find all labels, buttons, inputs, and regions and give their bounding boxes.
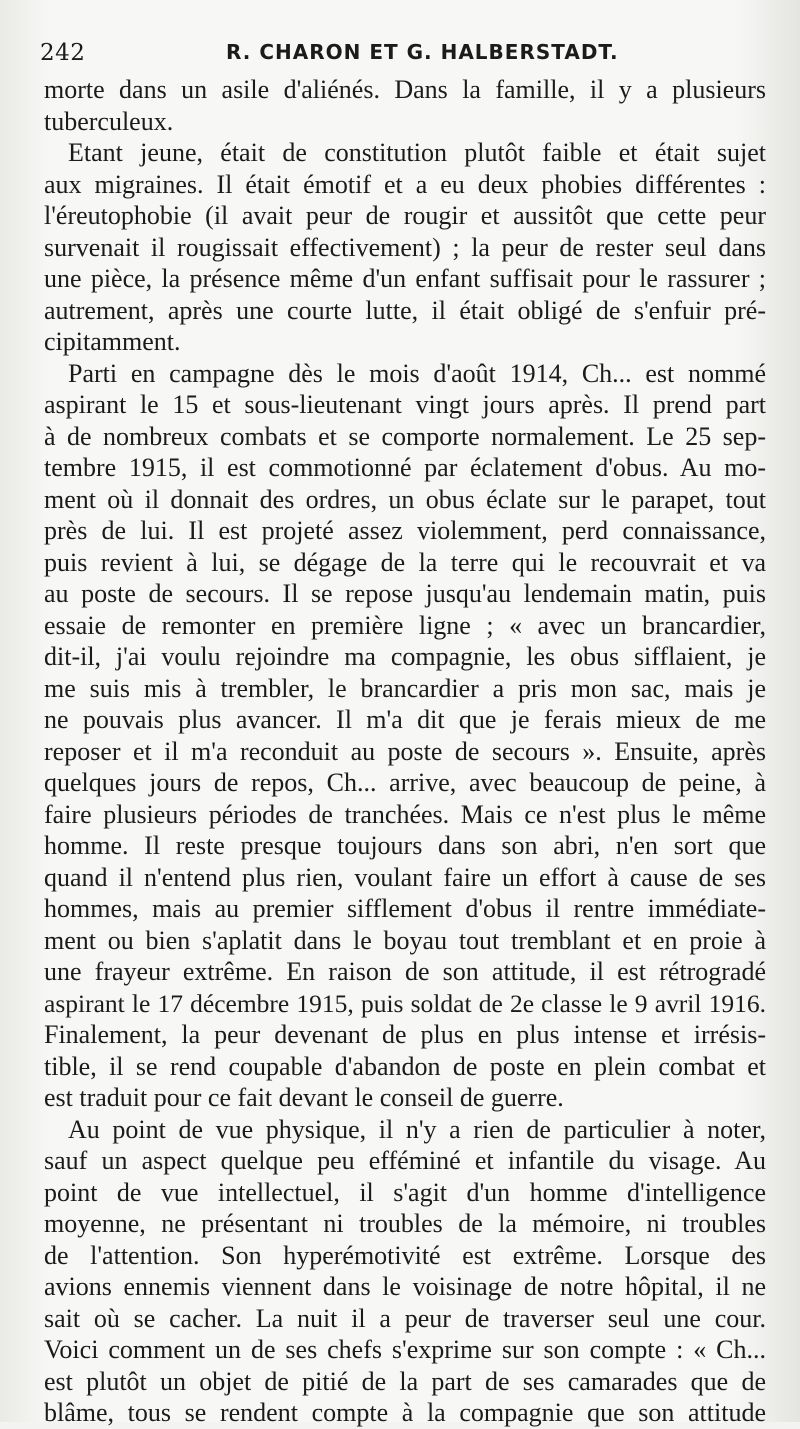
text-line: tible, il se rend coupable d'abandon de poste en plein combat et — [44, 1051, 766, 1081]
text-line: me suis mis à trembler, le brancardier a pris mon sac, mais je — [44, 673, 766, 703]
text-line: dit-il, j'ai voulu rejoindre ma compagnie, les obus sifflaient, je — [44, 642, 766, 671]
text-line: aspirant le 15 et sous-lieutenant vingt jours après. Il prend part — [44, 390, 766, 419]
text-line: ment où il donnait des ordres, un obus éclate sur le parapet, tout — [44, 484, 766, 514]
text-line: ment ou bien s'aplatit dans le boyau tout tremblant et en proie à — [44, 925, 766, 955]
text-line: quand il n'entend plus rien, voulant faire un effort à cause de ses — [44, 862, 766, 892]
text-line: tembre 1915, il est commotionné par éclatement d'obus. Au mo- — [44, 453, 766, 482]
text-line: est traduit pour ce fait devant le conseil de guerre. — [44, 1083, 564, 1112]
text-line: blâme, tous se rendent compte à la compagnie que son attitude — [44, 1398, 766, 1427]
text-line: Finalement, la peur devenant de plus en plus intense et irrésis- — [44, 1020, 766, 1049]
text-line: aux migraines. Il était émotif et a eu deux phobies différentes : — [44, 169, 766, 199]
text-line: homme. Il reste presque toujours dans son abri, n'en sort que — [44, 831, 766, 860]
text-line: point de vue intellectuel, il s'agit d'un homme d'intelligence — [44, 1177, 766, 1207]
text-line: Parti en campagne dès le mois d'août 1914, Ch... est nommé — [68, 358, 766, 388]
text-line: hommes, mais au premier sifflement d'obus il rentre immédiate- — [44, 894, 766, 923]
text-line: quelques jours de repos, Ch... arrive, avec beaucoup de peine, à — [44, 768, 766, 797]
text-line: Etant jeune, était de constitution plutôt faible et était sujet — [68, 138, 766, 167]
body-text — [44, 74, 766, 1429]
text-line: au poste de secours. Il se repose jusqu'au lendemain matin, puis — [44, 579, 766, 608]
text-line: survenait il rougissait effectivement) ; la peur de rester seul dans — [44, 232, 766, 262]
text-line: ne pouvais plus avancer. Il m'a dit que je ferais mieux de me — [44, 705, 766, 734]
text-line: de l'attention. Son hyperémotivité est extrême. Lorsque des — [44, 1240, 766, 1270]
running-title: R. CHARON ET G. HALBERSTADT. — [226, 40, 619, 64]
text-line: à de nombreux combats et se comporte normalement. Le 25 sep- — [44, 421, 766, 451]
page-number: 242 — [40, 40, 86, 66]
text-line: Au point de vue physique, il n'y a rien de particulier à noter, — [68, 1114, 766, 1144]
text-line: l'éreutophobie (il avait peur de rougir et aussitôt que cette peur — [44, 201, 766, 230]
text-line: près de lui. Il est projeté assez violemment, perd connaissance, — [44, 516, 766, 545]
text-line: cipitamment. — [44, 327, 181, 356]
text-line: morte dans un asile d'aliénés. Dans la famille, il y a plusieurs — [44, 75, 766, 104]
text-line: moyenne, ne présentant ni troubles de la mémoire, ni troubles — [44, 1209, 766, 1238]
text-line: autrement, après une courte lutte, il était obligé de s'enfuir pré- — [44, 295, 766, 325]
text-line: aspirant le 17 décembre 1915, puis soldat de 2e classe le 9 avril 1916. — [44, 988, 766, 1018]
text-line: puis revient à lui, se dégage de la terre qui le recouvrait et va — [44, 547, 766, 577]
text-line: essaie de remonter en première ligne ; « avec un brancardier, — [44, 610, 766, 640]
text-line: reposer et il m'a reconduit au poste de secours ». Ensuite, après — [44, 736, 766, 766]
text-line: tuberculeux. — [44, 106, 174, 136]
text-line: une frayeur extrême. En raison de son attitude, il est rétrogradé — [44, 957, 766, 986]
running-head — [30, 40, 770, 72]
text-line: sauf un aspect quelque peu efféminé et infantile du visage. Au — [44, 1146, 766, 1175]
text-line: sait où se cacher. La nuit il a peur de traverser seul une cour. — [44, 1303, 766, 1333]
text-line: avions ennemis viennent dans le voisinage de notre hôpital, il ne — [44, 1272, 766, 1301]
text-line: une pièce, la présence même d'un enfant suffisait pour le rassurer ; — [44, 264, 766, 293]
text-line: faire plusieurs périodes de tranchées. Mais ce n'est plus le même — [44, 799, 766, 829]
text-line: Voici comment un de ses chefs s'exprime sur son compte : « Ch... — [44, 1335, 766, 1364]
text-line: est plutôt un objet de pitié de la part de ses camarades que de — [44, 1366, 766, 1396]
